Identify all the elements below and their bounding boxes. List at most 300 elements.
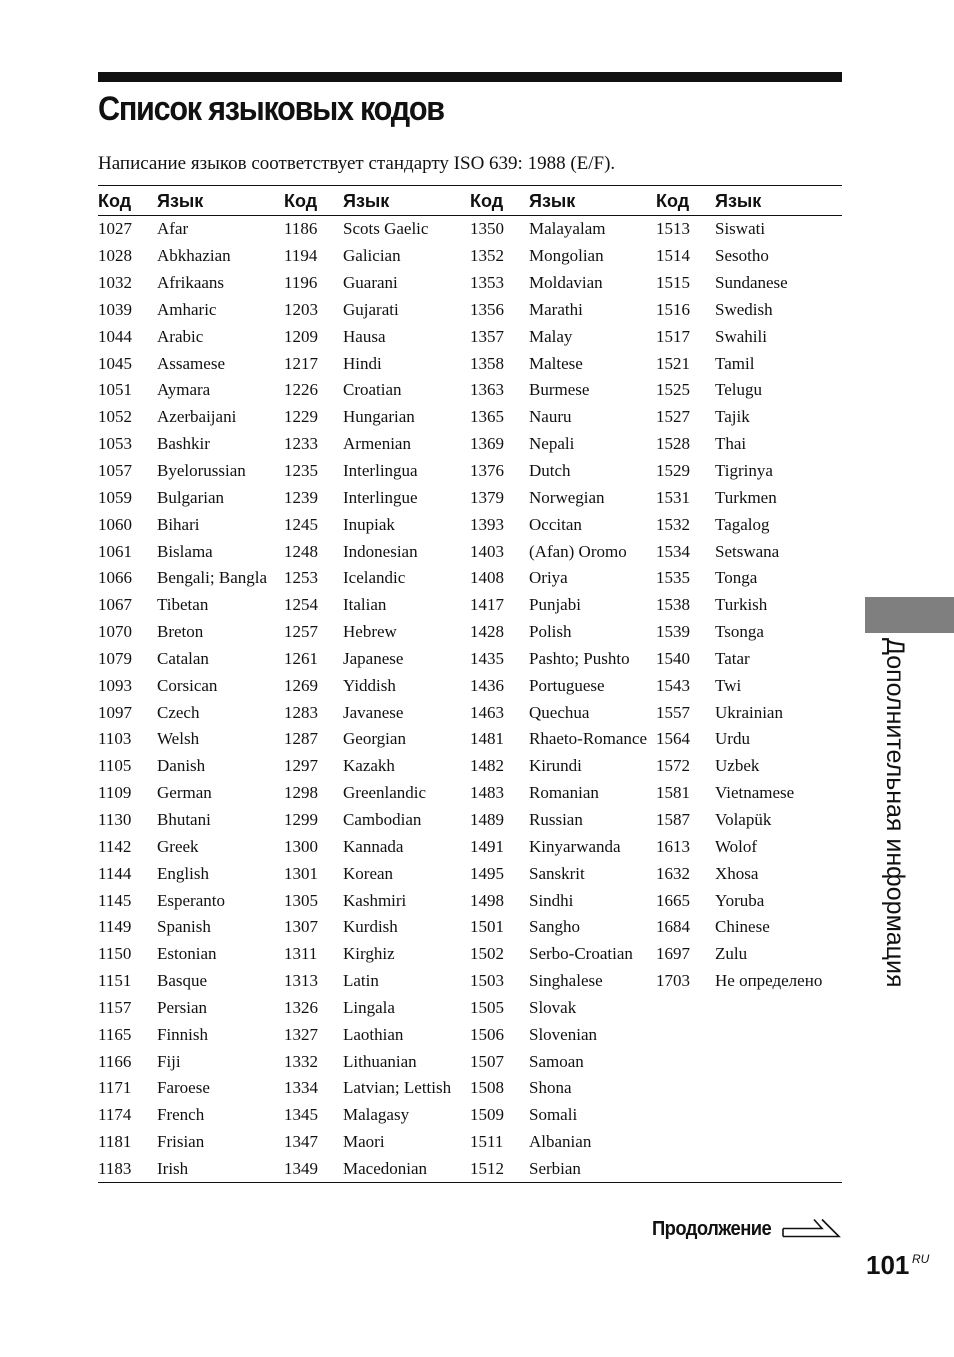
language-code-cell: 1287 — [284, 729, 318, 749]
language-code-cell: 1508 — [470, 1078, 504, 1098]
table-row — [98, 833, 842, 860]
language-code-cell: 1532 — [656, 514, 690, 534]
language-name-cell: Rhaeto-Romance — [529, 729, 648, 749]
language-code-cell: 1403 — [470, 541, 504, 561]
language-name-cell: Romanian — [529, 783, 599, 803]
language-code-cell: 1417 — [470, 595, 504, 615]
language-code-cell: 1353 — [470, 273, 504, 293]
language-code-cell: 1501 — [470, 917, 504, 937]
language-name-cell: Welsh — [157, 729, 200, 749]
language-name-cell: Gujarati — [343, 299, 399, 319]
language-name-cell: Kashmiri — [343, 890, 407, 910]
language-name-cell: Kinyarwanda — [529, 836, 621, 856]
language-name-cell: Maori — [343, 1132, 385, 1152]
language-name-cell: Sangho — [529, 917, 580, 937]
language-code-cell: 1483 — [470, 783, 504, 803]
language-name-cell: Estonian — [157, 944, 217, 964]
language-name-cell: Dutch — [529, 461, 571, 481]
language-name-cell: Interlingua — [343, 461, 418, 481]
language-code-cell: 1261 — [284, 648, 318, 668]
language-code-cell: 1513 — [656, 219, 690, 239]
table-row — [98, 726, 842, 753]
language-code-cell: 1356 — [470, 299, 504, 319]
header-code: Код — [470, 186, 529, 216]
table-row — [98, 1048, 842, 1075]
language-name-cell: Lingala — [343, 997, 395, 1017]
language-code-cell: 1393 — [470, 514, 504, 534]
language-name-cell: Bengali; Bangla — [157, 568, 268, 588]
language-code-cell: 1070 — [98, 622, 132, 642]
table-row — [98, 887, 842, 914]
language-name-cell: Inupiak — [343, 514, 395, 534]
continue-label: Продолжение — [652, 1218, 772, 1240]
language-name-cell: Maltese — [529, 353, 583, 373]
table-row — [98, 270, 842, 297]
language-name-cell: Sundanese — [715, 273, 788, 293]
language-code-cell: 1491 — [470, 836, 504, 856]
language-name-cell: Samoan — [529, 1051, 584, 1071]
language-code-cell: 1028 — [98, 246, 132, 266]
language-code-cell: 1534 — [656, 541, 690, 561]
language-code-cell: 1436 — [470, 675, 504, 695]
language-name-cell: Serbo-Croatian — [529, 944, 633, 964]
language-name-cell: Danish — [157, 756, 206, 776]
language-code-cell: 1233 — [284, 434, 318, 454]
language-code-cell: 1039 — [98, 299, 132, 319]
language-code-cell: 1408 — [470, 568, 504, 588]
language-code-cell: 1703 — [656, 971, 690, 991]
table-row — [98, 1021, 842, 1048]
language-name-cell — [715, 1102, 842, 1129]
language-name-cell: Bihari — [157, 514, 200, 534]
language-name-cell: Frisian — [157, 1132, 205, 1152]
language-code-cell: 1506 — [470, 1024, 504, 1044]
language-name-cell — [715, 1021, 842, 1048]
language-code-cell: 1697 — [656, 944, 690, 964]
language-code-cell: 1505 — [470, 997, 504, 1017]
language-name-cell: Quechua — [529, 702, 590, 722]
language-code-cell: 1529 — [656, 461, 690, 481]
language-name-cell: Spanish — [157, 917, 211, 937]
language-code-cell: 1482 — [470, 756, 504, 776]
language-name-cell: Portuguese — [529, 675, 605, 695]
language-name-cell: Punjabi — [529, 595, 581, 615]
language-name-cell: Thai — [715, 434, 747, 454]
language-code-cell: 1045 — [98, 353, 132, 373]
header-code: Код — [284, 186, 343, 216]
language-code-cell: 1327 — [284, 1024, 318, 1044]
table-row — [98, 807, 842, 834]
language-code-cell: 1538 — [656, 595, 690, 615]
language-name-cell: Italian — [343, 595, 387, 615]
language-name-cell: Indonesian — [343, 541, 418, 561]
language-name-cell: Malagasy — [343, 1105, 410, 1125]
language-code-cell: 1235 — [284, 461, 318, 481]
language-name-cell: Swedish — [715, 299, 773, 319]
language-name-cell: Moldavian — [529, 273, 603, 293]
language-name-cell: Volapük — [715, 809, 772, 829]
language-code-cell: 1345 — [284, 1105, 318, 1125]
language-code-cell: 1369 — [470, 434, 504, 454]
header-language: Язык — [157, 186, 284, 216]
language-code-cell: 1109 — [98, 783, 132, 803]
language-name-cell: Tibetan — [157, 595, 209, 615]
table-row — [98, 538, 842, 565]
language-name-cell: Yoruba — [715, 890, 765, 910]
language-name-cell: Tagalog — [715, 514, 770, 534]
table-row — [98, 404, 842, 431]
language-code-cell: 1435 — [470, 648, 504, 668]
language-code-cell: 1540 — [656, 648, 690, 668]
language-name-cell: Hungarian — [343, 407, 415, 427]
language-name-cell: German — [157, 783, 212, 803]
language-name-cell: Vietnamese — [715, 783, 795, 803]
language-code-cell: 1509 — [470, 1105, 504, 1125]
language-code-cell: 1194 — [284, 246, 318, 266]
language-code-table — [98, 185, 842, 1183]
language-code-cell: 1105 — [98, 756, 132, 776]
language-code-cell: 1313 — [284, 971, 318, 991]
language-code-cell: 1217 — [284, 353, 318, 373]
language-name-cell: Hebrew — [343, 622, 397, 642]
language-code-cell: 1535 — [656, 568, 690, 588]
language-name-cell: Xhosa — [715, 863, 759, 883]
table-row — [98, 994, 842, 1021]
language-code-cell: 1489 — [470, 809, 504, 829]
language-code-cell: 1057 — [98, 461, 132, 481]
language-name-cell: Slovenian — [529, 1024, 597, 1044]
language-code-cell: 1326 — [284, 997, 318, 1017]
language-name-cell: Malay — [529, 326, 573, 346]
language-code-cell: 1581 — [656, 783, 690, 803]
language-name-cell: Sesotho — [715, 246, 769, 266]
language-name-cell: Finnish — [157, 1024, 209, 1044]
language-code-cell: 1665 — [656, 890, 690, 910]
language-name-cell: Bashkir — [157, 434, 210, 454]
language-code-cell: 1587 — [656, 809, 690, 829]
language-name-cell: Hausa — [343, 326, 386, 346]
language-code-cell: 1053 — [98, 434, 132, 454]
language-code-cell: 1507 — [470, 1051, 504, 1071]
language-code-cell: 1239 — [284, 487, 318, 507]
language-code-cell: 1130 — [98, 809, 132, 829]
language-code-cell: 1299 — [284, 809, 318, 829]
language-code-cell: 1517 — [656, 326, 690, 346]
language-name-cell — [715, 1048, 842, 1075]
language-name-cell: Russian — [529, 809, 583, 829]
page-title: Список языковых кодов — [98, 90, 444, 128]
language-name-cell — [715, 1156, 842, 1183]
header-language: Язык — [529, 186, 656, 216]
table-row — [98, 1102, 842, 1129]
language-code-cell — [656, 1129, 715, 1156]
language-code-cell: 1203 — [284, 299, 318, 319]
language-code-cell: 1516 — [656, 299, 690, 319]
language-code-cell: 1248 — [284, 541, 318, 561]
language-code-cell: 1376 — [470, 461, 504, 481]
language-name-cell: Armenian — [343, 434, 411, 454]
language-code-cell: 1051 — [98, 380, 132, 400]
language-code-cell: 1365 — [470, 407, 504, 427]
language-name-cell: Turkmen — [715, 487, 777, 507]
language-code-cell: 1253 — [284, 568, 318, 588]
language-name-cell: Macedonian — [343, 1158, 428, 1178]
language-code-cell: 1347 — [284, 1132, 318, 1152]
language-code-cell: 1226 — [284, 380, 318, 400]
language-code-cell: 1503 — [470, 971, 504, 991]
language-name-cell: Siswati — [715, 219, 766, 239]
language-code-cell: 1684 — [656, 917, 690, 937]
language-name-cell: Singhalese — [529, 971, 603, 991]
language-code-cell: 1334 — [284, 1078, 318, 1098]
language-code-cell: 1067 — [98, 595, 132, 615]
language-name-cell: Lithuanian — [343, 1051, 417, 1071]
table-row — [98, 968, 842, 995]
language-name-cell: Greenlandic — [343, 783, 427, 803]
table-row — [98, 860, 842, 887]
language-code-cell: 1186 — [284, 219, 318, 239]
language-code-cell: 1481 — [470, 729, 504, 749]
language-name-cell: Kazakh — [343, 756, 395, 776]
language-name-cell: Tonga — [715, 568, 758, 588]
language-name-cell: Byelorussian — [157, 461, 246, 481]
language-code-cell: 1379 — [470, 487, 504, 507]
language-name-cell: Turkish — [715, 595, 768, 615]
language-code-cell: 1269 — [284, 675, 318, 695]
language-name-cell: Albanian — [529, 1132, 592, 1152]
language-code-cell — [656, 994, 715, 1021]
table-row — [98, 323, 842, 350]
language-code-cell: 1032 — [98, 273, 132, 293]
language-name-cell: Afrikaans — [157, 273, 225, 293]
language-code-cell: 1151 — [98, 971, 132, 991]
language-name-cell: Bislama — [157, 541, 213, 561]
language-name-cell: Icelandic — [343, 568, 406, 588]
language-code-cell: 1515 — [656, 273, 690, 293]
language-name-cell: Esperanto — [157, 890, 225, 910]
language-name-cell: Uzbek — [715, 756, 760, 776]
language-code-cell: 1502 — [470, 944, 504, 964]
language-name-cell: Somali — [529, 1105, 578, 1125]
language-name-cell: Basque — [157, 971, 208, 991]
language-code-cell: 1543 — [656, 675, 690, 695]
language-name-cell: Sindhi — [529, 890, 574, 910]
language-code-cell: 1209 — [284, 326, 318, 346]
language-code-cell: 1297 — [284, 756, 318, 776]
language-code-cell: 1093 — [98, 675, 132, 695]
section-label: Дополнительная информация — [881, 638, 909, 988]
language-code-cell: 1142 — [98, 836, 132, 856]
language-code-cell: 1171 — [98, 1078, 132, 1098]
language-name-cell: Setswana — [715, 541, 780, 561]
language-name-cell: Interlingue — [343, 487, 418, 507]
language-code-cell: 1157 — [98, 997, 132, 1017]
language-code-cell: 1254 — [284, 595, 318, 615]
language-name-cell: Czech — [157, 702, 200, 722]
language-code-cell: 1144 — [98, 863, 132, 883]
table-row — [98, 565, 842, 592]
language-code-cell: 1079 — [98, 648, 132, 668]
language-name-cell: Tamil — [715, 353, 755, 373]
language-code-cell: 1103 — [98, 729, 132, 749]
language-code-cell — [656, 1075, 715, 1102]
language-name-cell: Arabic — [157, 326, 204, 346]
language-code-cell: 1512 — [470, 1158, 504, 1178]
language-name-cell: Azerbaijani — [157, 407, 237, 427]
table-row — [98, 377, 842, 404]
language-name-cell: Tajik — [715, 407, 750, 427]
language-name-cell: Marathi — [529, 299, 583, 319]
table-row — [98, 672, 842, 699]
language-name-cell: Occitan — [529, 514, 582, 534]
language-code-cell: 1613 — [656, 836, 690, 856]
table-row — [98, 753, 842, 780]
table-row — [98, 511, 842, 538]
language-name-cell: Malayalam — [529, 219, 606, 239]
table-row — [98, 216, 842, 243]
language-code-cell: 1525 — [656, 380, 690, 400]
header-code: Код — [98, 186, 157, 216]
language-name-cell: (Afan) Oromo — [529, 541, 627, 561]
language-name-cell: Nepali — [529, 434, 575, 454]
language-code-cell: 1498 — [470, 890, 504, 910]
language-name-cell: Catalan — [157, 648, 209, 668]
language-code-cell — [656, 1156, 715, 1183]
language-name-cell: Wolof — [715, 836, 758, 856]
language-code-cell: 1174 — [98, 1105, 132, 1125]
language-name-cell: Не определено — [715, 971, 823, 991]
language-code-cell: 1528 — [656, 434, 690, 454]
language-name-cell: Aymara — [157, 380, 211, 400]
table-row — [98, 619, 842, 646]
language-name-cell: Greek — [157, 836, 199, 856]
language-code-cell: 1357 — [470, 326, 504, 346]
language-code-cell: 1350 — [470, 219, 504, 239]
language-name-cell: Bulgarian — [157, 487, 225, 507]
language-name-cell: Corsican — [157, 675, 218, 695]
language-name-cell: Yiddish — [343, 675, 396, 695]
language-name-cell: English — [157, 863, 209, 883]
language-name-cell: Tsonga — [715, 622, 764, 642]
language-code-cell — [656, 1048, 715, 1075]
language-name-cell: Polish — [529, 622, 572, 642]
table-row — [98, 941, 842, 968]
language-name-cell: Kirghiz — [343, 944, 395, 964]
language-name-cell: Amharic — [157, 299, 217, 319]
language-code-cell: 1358 — [470, 353, 504, 373]
language-name-cell: Faroese — [157, 1078, 210, 1098]
language-name-cell: Latvian; Lettish — [343, 1078, 452, 1098]
language-name-cell: Japanese — [343, 648, 404, 668]
language-code-cell: 1527 — [656, 407, 690, 427]
language-code-cell: 1495 — [470, 863, 504, 883]
subtitle: Написание языков соответствует стандарту ISO 639: 1988 (E/F). — [98, 153, 616, 174]
language-code-cell: 1245 — [284, 514, 318, 534]
language-code-cell: 1059 — [98, 487, 132, 507]
language-code-cell: 1166 — [98, 1051, 132, 1071]
language-code-cell: 1066 — [98, 568, 132, 588]
language-code-cell: 1463 — [470, 702, 504, 722]
language-name-cell: Javanese — [343, 702, 404, 722]
section-tab — [865, 597, 954, 633]
language-code-cell: 1181 — [98, 1132, 132, 1152]
language-name-cell: Assamese — [157, 353, 225, 373]
table-row — [98, 297, 842, 324]
table-row — [98, 243, 842, 270]
language-code-cell — [656, 1021, 715, 1048]
language-code-cell: 1052 — [98, 407, 132, 427]
top-rule — [98, 72, 842, 82]
language-name-cell: Guarani — [343, 273, 398, 293]
language-name-cell: Fiji — [157, 1051, 181, 1071]
language-code-cell: 1229 — [284, 407, 318, 427]
language-name-cell: Norwegian — [529, 487, 605, 507]
language-code-cell: 1300 — [284, 836, 318, 856]
language-code-cell: 1514 — [656, 246, 690, 266]
table-row — [98, 350, 842, 377]
language-name-cell: Swahili — [715, 326, 767, 346]
language-code-cell: 1145 — [98, 890, 132, 910]
language-name-cell: Afar — [157, 219, 189, 239]
language-code-cell: 1165 — [98, 1024, 132, 1044]
language-name-cell: Georgian — [343, 729, 406, 749]
language-name-cell: Laothian — [343, 1024, 404, 1044]
table-row — [98, 1129, 842, 1156]
language-name-cell: Oriya — [529, 568, 568, 588]
language-name-cell: Kannada — [343, 836, 404, 856]
language-code-cell: 1564 — [656, 729, 690, 749]
header-code: Код — [656, 186, 715, 216]
language-name-cell: Urdu — [715, 729, 750, 749]
language-code-cell: 1257 — [284, 622, 318, 642]
language-code-cell: 1531 — [656, 487, 690, 507]
language-code-cell: 1539 — [656, 622, 690, 642]
language-code-cell: 1305 — [284, 890, 318, 910]
language-name-cell: Shona — [529, 1078, 572, 1098]
language-name-cell: Tatar — [715, 648, 750, 668]
language-name-cell: French — [157, 1105, 205, 1125]
table-row — [98, 914, 842, 941]
language-code-cell: 1352 — [470, 246, 504, 266]
language-name-cell: Burmese — [529, 380, 590, 400]
language-code-cell: 1557 — [656, 702, 690, 722]
language-name-cell: Bhutani — [157, 809, 211, 829]
table-row — [98, 646, 842, 673]
language-code-cell: 1298 — [284, 783, 318, 803]
language-name-cell: Kirundi — [529, 756, 582, 776]
language-name-cell — [715, 1075, 842, 1102]
language-code-cell: 1632 — [656, 863, 690, 883]
language-code-cell: 1311 — [284, 944, 318, 964]
language-name-cell: Latin — [343, 971, 379, 991]
language-name-cell: Serbian — [529, 1158, 581, 1178]
page-number: 101 — [866, 1250, 910, 1280]
language-code-cell: 1060 — [98, 514, 132, 534]
language-name-cell: Chinese — [715, 917, 770, 937]
table-row — [98, 699, 842, 726]
language-name-cell: Persian — [157, 997, 208, 1017]
language-code-cell — [656, 1102, 715, 1129]
header-language: Язык — [715, 186, 842, 216]
language-code-cell: 1428 — [470, 622, 504, 642]
language-name-cell: Slovak — [529, 997, 577, 1017]
table-row — [98, 431, 842, 458]
language-code-cell: 1332 — [284, 1051, 318, 1071]
table-row — [98, 484, 842, 511]
header-language: Язык — [343, 186, 470, 216]
language-code-cell: 1511 — [470, 1132, 504, 1152]
language-name-cell: Sanskrit — [529, 863, 585, 883]
